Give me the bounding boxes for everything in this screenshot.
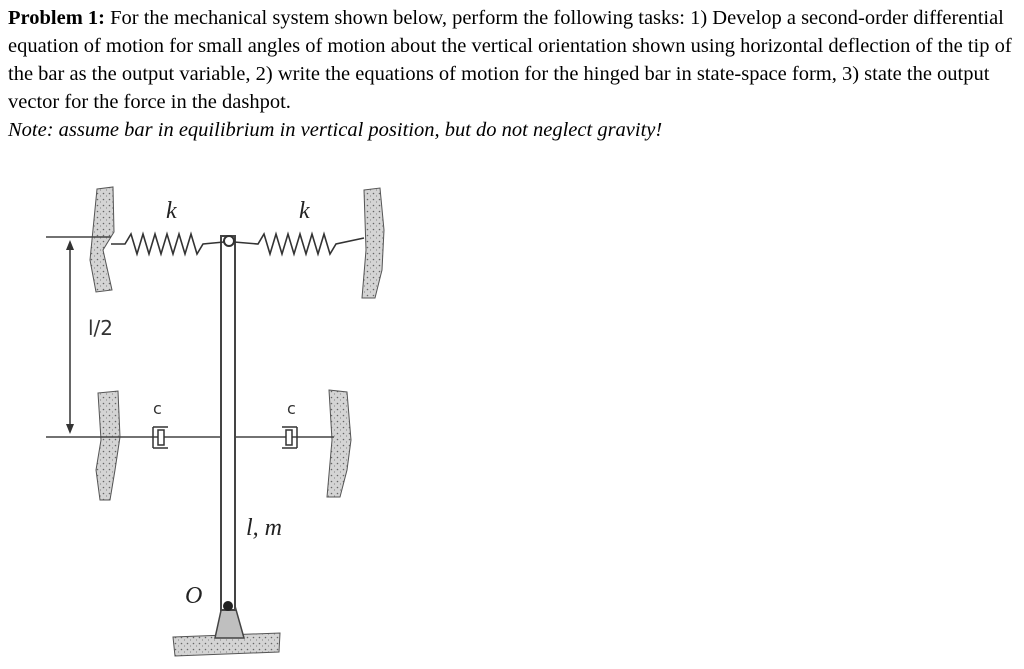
spring-left-label: k <box>166 198 177 224</box>
wall-bottom-left <box>96 391 120 500</box>
wall-top-right <box>362 188 384 298</box>
pivot-label: O <box>185 583 203 609</box>
problem-note: Note: assume bar in equilibrium in vertical position, but do not neglect gravity! <box>8 119 663 141</box>
dimension-arrow-bottom <box>66 424 74 434</box>
damper-right-label: c <box>287 399 296 418</box>
bar-label: l, m <box>246 515 282 541</box>
damper-left-label: c <box>153 399 162 418</box>
problem-heading: Problem 1: <box>8 7 105 29</box>
spring-right <box>234 234 364 254</box>
half-length-label: l/2 <box>88 316 114 340</box>
spring-left <box>111 234 224 254</box>
hinged-bar <box>221 236 235 610</box>
dimension-arrow-top <box>66 240 74 250</box>
problem-body: For the mechanical system shown below, perform the following tasks: 1) Develop a second-order differential equation of motion for small angles of motion about the vertical orientation shown using horizontal deflection of the tip of the bar as the output variable, 2) write the equations of motion for the hinged bar in state-space form, 3) state the output vector for the force in the dashpot. <box>8 7 1012 113</box>
spring-right-label: k <box>299 198 310 224</box>
wall-bottom-right <box>327 390 351 497</box>
spring-attachment-point <box>224 236 234 246</box>
wall-top-left <box>90 187 114 292</box>
pivot-pin <box>223 601 233 611</box>
